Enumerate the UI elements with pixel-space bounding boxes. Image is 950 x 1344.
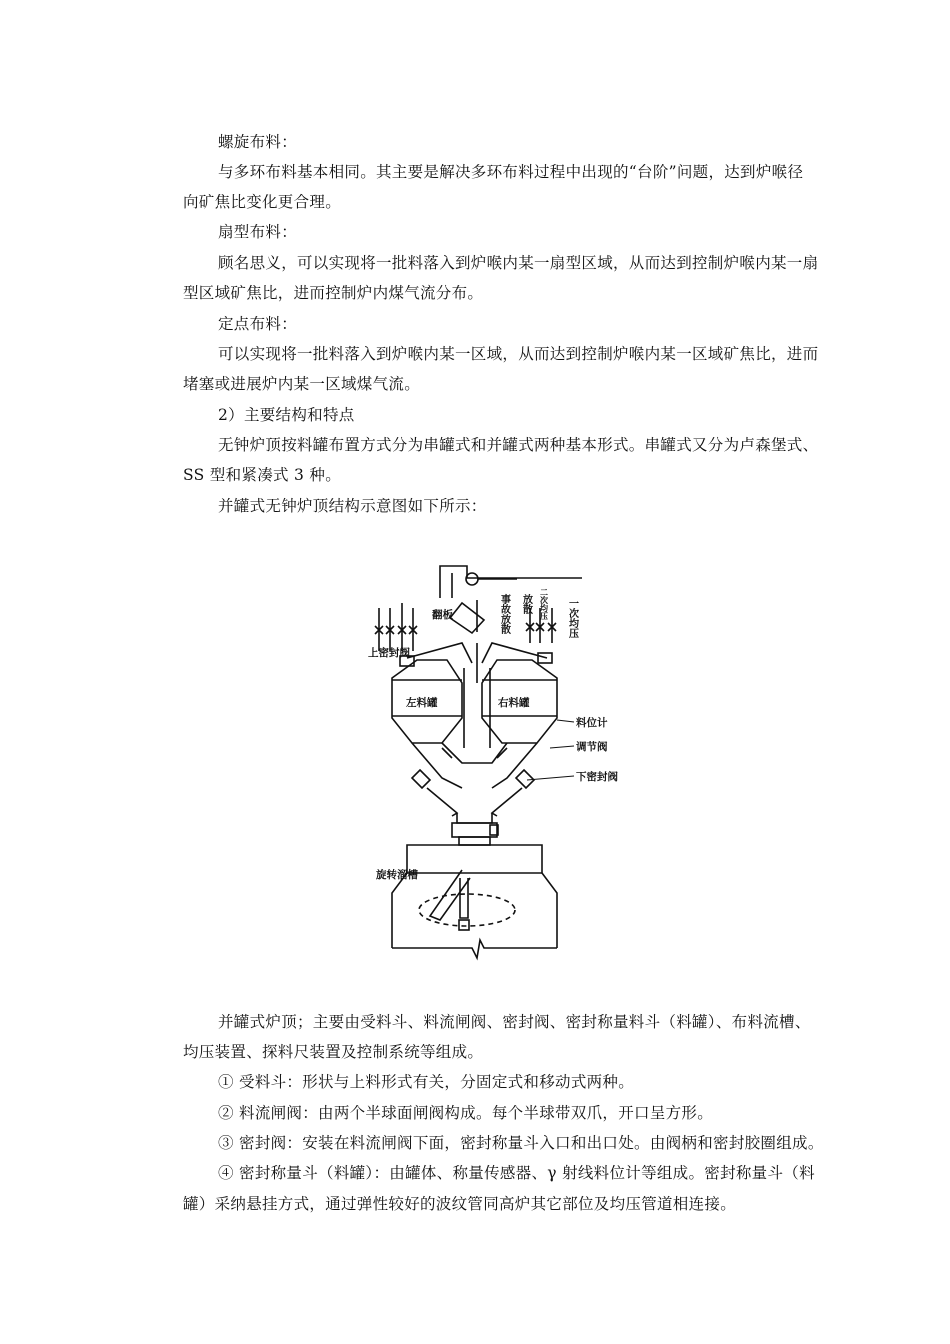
section-2-line-3: 并罐式无钟炉顶结构示意图如下所示： [218, 497, 487, 515]
label-level-meter: 料位计 [576, 717, 608, 729]
spiral-line-2: 向矿焦比变化更合理。 [183, 193, 342, 211]
label-control-valve: 调节阀 [576, 741, 608, 753]
label-second-equalize: 二次均压 [539, 588, 549, 620]
spiral-title: 螺旋布料： [218, 133, 298, 151]
label-vent: 放散 [520, 594, 532, 614]
parallel-line-2: 均压装置、探料尺装置及控制系统等组成。 [183, 1043, 484, 1061]
parallel-line-1: 并罐式炉顶；主要由受料斗、料流闸阀、密封阀、密封称量料斗（料罐）、布料流槽、 [218, 1013, 811, 1031]
item-4-line-1: ④ 密封称量斗（料罐）：由罐体、称量传感器、γ 射线料位计等组成。密封称量斗（料 [218, 1164, 815, 1182]
spiral-line-1: 与多环布料基本相同。其主要是解决多环布料过程中出现的“台阶”问题，达到炉喉径 [218, 163, 804, 181]
item-4-line-2: 罐）采纳悬挂方式，通过弹性较好的波纹管同高炉其它部位及均压管道相连接。 [183, 1195, 737, 1213]
item-1: ① 受料斗：形状与上料形式有关，分固定式和移动式两种。 [218, 1073, 635, 1091]
item-3: ③ 密封阀：安装在料流闸阀下面，密封称量斗入口和出口处。由阀柄和密封胶圈组成。 [218, 1134, 824, 1152]
point-title: 定点布料： [218, 315, 298, 333]
label-first-equalize: 一次均压 [566, 598, 578, 638]
section-2-title: 2）主要结构和特点 [218, 406, 355, 424]
label-upper-seal-valve: 上密封阀 [368, 647, 410, 659]
label-right-tank: 右料罐 [498, 697, 530, 709]
label-left-tank: 左料罐 [406, 697, 438, 709]
fan-title: 扇型布料： [218, 223, 298, 241]
fan-line-1: 顾名思义，可以实现将一批料落入到炉喉内某一扇型区域，从而达到控制炉喉内某一扇 [218, 254, 819, 272]
section-2-line-2: SS 型和紧凑式 3 种。 [183, 466, 342, 484]
fan-line-2: 型区域矿焦比，进而控制炉内煤气流分布。 [183, 284, 484, 302]
section-2-line-1: 无钟炉顶按料罐布置方式分为串罐式和并罐式两种基本形式。串罐式又分为卢森堡式、 [218, 436, 819, 454]
label-flap: 翻板 [432, 609, 453, 621]
label-emergency-vent: 事故放散 [498, 594, 510, 634]
item-2: ② 料流闸阀：由两个半球面闸阀构成。每个半球带双爪，开口呈方形。 [218, 1104, 714, 1122]
label-rotating-chute: 旋转溜槽 [376, 869, 418, 881]
point-line-1: 可以实现将一批料落入到炉喉内某一区域，从而达到控制炉喉内某一区域矿焦比，进而 [218, 345, 819, 363]
label-lower-seal-valve: 下密封阀 [576, 771, 618, 783]
point-line-2: 堵塞或进展炉内某一区域煤气流。 [183, 375, 421, 393]
parallel-hopper-top-diagram [312, 548, 642, 978]
